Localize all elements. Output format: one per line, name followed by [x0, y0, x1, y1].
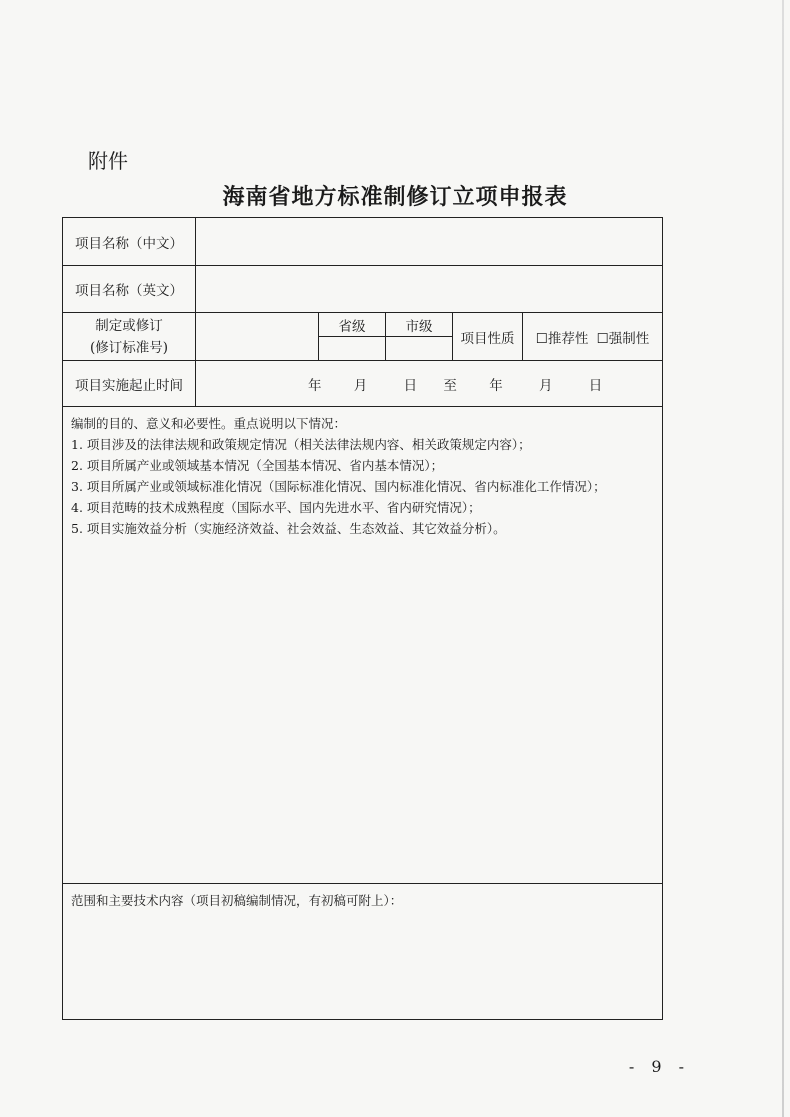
purpose-item: 2. 项目所属产业或领域基本情况（全国基本情况、省内基本情况）；: [71, 458, 444, 473]
city-level-input[interactable]: [386, 337, 453, 361]
form-title: 海南省地方标准制修订立项申报表: [222, 184, 568, 210]
purpose-item: 4. 项目范畴的技术成熟程度（国际水平、国内先进水平、省内研究情况）；: [71, 500, 481, 515]
attachment-label: 附件: [88, 149, 128, 173]
period-month1: 月: [353, 377, 368, 394]
period-label: 项目实施起止时间: [63, 361, 196, 407]
row-scope: [63, 884, 663, 1020]
period-input[interactable]: [196, 361, 663, 407]
row-period: [63, 361, 663, 407]
row-purpose: [63, 407, 663, 884]
purpose-section[interactable]: [63, 407, 663, 884]
name-cn-label: 项目名称（中文）: [63, 218, 196, 266]
project-nature-label: 项目性质: [453, 313, 523, 361]
city-level-label: 市级: [386, 313, 453, 337]
purpose-item: 3. 项目所属产业或领域标准化情况（国际标准化情况、国内标准化情况、省内标准化工作情况）；: [71, 479, 606, 494]
revision-label: [63, 313, 196, 361]
purpose-item: 5. 项目实施效益分析（实施经济效益、社会效益、生态效益、其它效益分析）。: [71, 521, 506, 536]
row-revision-top: [63, 313, 663, 337]
period-year2: 年: [489, 377, 503, 394]
application-form-table: [62, 217, 663, 1020]
mandatory-checkbox[interactable]: ☐强制性: [596, 330, 650, 347]
row-name-en: [63, 266, 663, 313]
recommended-checkbox[interactable]: ☐推荐性: [535, 330, 589, 347]
period-to: 至: [443, 377, 457, 394]
page-edge: [782, 0, 784, 1117]
name-en-label: 项目名称（英文）: [63, 266, 196, 313]
period-day1: 日: [403, 377, 418, 394]
purpose-heading: 编制的目的、意义和必要性。重点说明以下情况：: [71, 416, 347, 431]
name-cn-input[interactable]: [196, 218, 663, 266]
province-level-label: 省级: [319, 313, 386, 337]
period-month2: 月: [538, 377, 553, 394]
scope-heading: 范围和主要技术内容（项目初稿编制情况，有初稿可附上）：: [71, 893, 403, 908]
revision-number-input[interactable]: [196, 313, 319, 361]
name-en-input[interactable]: [196, 266, 663, 313]
period-year1: 年: [308, 377, 322, 394]
purpose-item: 1. 项目涉及的法律法规和政策规定情况（相关法律法规内容、相关政策规定内容）；: [71, 437, 531, 452]
row-name-cn: [63, 218, 663, 266]
project-nature-options: [523, 313, 663, 361]
page-number: - 9 -: [628, 1057, 690, 1076]
revision-label-line2: (修订标准号): [89, 339, 169, 356]
scope-section[interactable]: [63, 884, 663, 1020]
revision-label-line1: 制定或修订: [95, 317, 163, 334]
period-day2: 日: [588, 377, 603, 394]
province-level-input[interactable]: [319, 337, 386, 361]
